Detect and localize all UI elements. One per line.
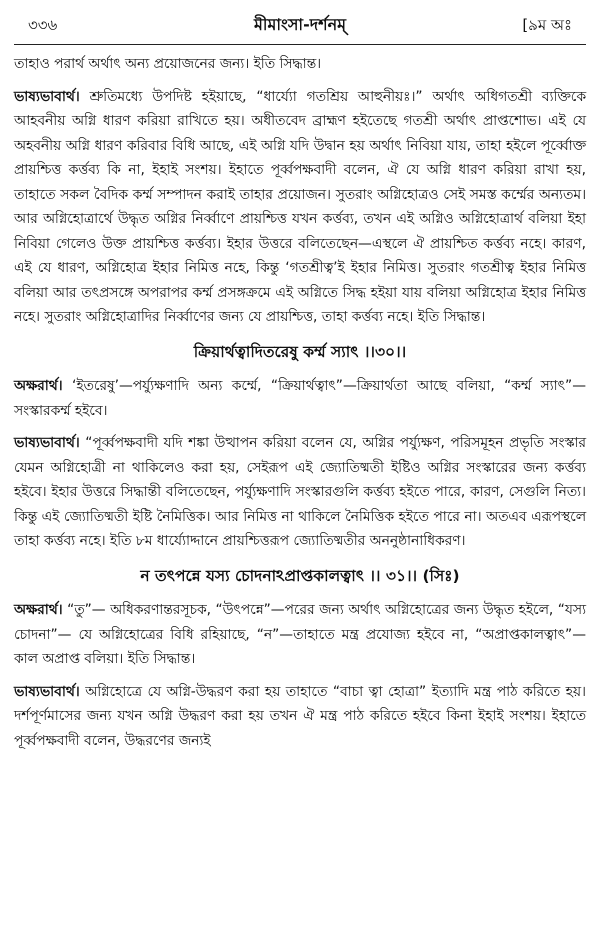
paragraph	[14, 680, 586, 754]
sutra-heading: ন তৎপন্নে যস্য চোদনাঽপ্রাপ্তকালত্বাৎ ।। ৩১।। (সিঃ)	[140, 566, 460, 585]
paragraph-text: ‘ইতরেষু’—পর্য্যুক্ষণাদি অন্য কর্ম্মে, “ক্রিয়ার্থত্বাৎ”—ক্রিয়ার্থতা আছে বলিয়া, “কর্ম্ম স্যাৎ”—সংস্কারকর্ম্ম হইবে।	[14, 378, 586, 419]
paragraph-text: “পূর্ব্বপক্ষবাদী যদি শঙ্কা উত্থাপন করিয়া বলেন যে, অগ্নির পর্য্যুক্ষণ, পরিসমূহন প্রভৃতি সংস্কার যেমন অগ্নিহোত্রী না থাকিলেও করা হয়, সেইরূপ এই জ্যোতিষ্মতী ইষ্টিও অগ্নির সংস্কারের জন্য কর্ত্তব্য হইবে। ইহার উত্তরে সিদ্ধান্তী বলিতেছেন, পর্য্যুক্ষণাদি সংস্কারগুলি কর্ত্তব্য হইতে পারে, কারণ, সেগুলি নিত্য। কিন্তু এই জ্যোতিষ্মতী ইষ্টি নৈমিত্তিক। আর নিমিত্ত না থাকিলে নৈমিত্তিক হইতে পারে না। অতএব এরূপস্থলে তাহা কর্ত্তব্য নহে। ইতি ৮ম ধার্য্যোদ্দানে প্রায়শ্চিত্তরূপ জ্যোতিষ্মতীর অননুষ্ঠানাধিকরণ।	[14, 435, 586, 549]
paragraph-text: “তু”— অধিকরণান্তরসূচক, “উৎপন্নে”—পরের জন্য অর্থাৎ অগ্নিহোত্রের জন্য উদ্ধৃত হইলে, “যস্য চোদনা”— যে অগ্নিহোত্রের বিধি রহিয়াছে, “ন”—তাহাতে মন্ত্র প্রযোজ্য হইবে না, “অপ্রাপ্তকালত্বাৎ”— কাল অপ্রাপ্ত বলিয়া। ইতি সিদ্ধান্ত।	[14, 602, 586, 667]
section-label: অক্ষরার্থ।	[14, 378, 63, 394]
page-header	[12, 0, 588, 46]
paragraph	[14, 374, 586, 423]
running-title: মীমাংসা-দর্শনম্	[253, 15, 347, 34]
chapter-label: [৯ম অঃ	[522, 16, 572, 34]
section-label: অক্ষরার্থ।	[14, 602, 63, 618]
paragraph	[14, 52, 586, 77]
body-text	[14, 52, 586, 761]
paragraph	[14, 598, 586, 672]
sutra-heading: ক্রিয়ার্থত্বাদিতরেষু কর্ম্ম স্যাৎ ।।৩০।।	[193, 342, 407, 361]
section-label: ভাষ্যভাবার্থ।	[14, 88, 80, 105]
section-label: ভাষ্যভাবার্থ।	[14, 435, 80, 451]
paragraph	[14, 85, 586, 330]
header-rule	[14, 44, 586, 45]
paragraph-text: তাহাও পরার্থ অর্থাৎ অন্য প্রয়োজনের জন্য। ইতি সিদ্ধান্ত।	[14, 56, 322, 72]
paragraph-text: শ্রুতিমধ্যে উপদিষ্ট হইয়াছে, “ধার্য্যো গতশ্রিয় আহুনীয়ঃ।” অর্থাৎ অধিগতশ্রী ব্যক্তিকে আহবনীয় অগ্নি ধারণ করিয়া রাখিতে হয়। অধীতবেদ ব্রাহ্মণ হইতেছে গতশ্রী অর্থাৎ প্রাপ্তশোভ। এই যে অহবনীয় অগ্নি ধারণ করিবার বিধি আছে, এই অগ্নি যদি উদ্বান হয় অর্থাৎ নিবিয়া যায়, তাহা হইলে পূর্ব্বোক্ত প্রায়শ্চিত্ত কর্ত্তব্য কি না, ইহাই সংশয়। ইহাতে পূর্ব্বপক্ষবাদী বলেন, ঐ যে অগ্নি ধারণ করিয়া রাখা হয়, তাহাতে সকল বৈদিক কর্ম্ম সম্পাদন করাই তাহার প্রয়োজন। সুতরাং অগ্নিহোত্রও সেই সমস্ত কর্ম্মের অন্যতম। আর অগ্নিহোত্রার্থে উদ্ধৃত অগ্নির নির্ব্বাণে প্রায়শ্চিত্ত যখন কর্ত্তব্য, তখন এই অগ্নিও অগ্নিহোত্রার্থ বলিয়া ইহা নিবিয়া গেলেও উক্ত প্রায়শ্চিত্ত কর্ত্তব্য। ইহার উত্তরে বলিতেছেন—এস্থলে ঐ প্রায়শ্চিত কর্ত্তব্য নহে। কারণ, এই যে ধারণ, অগ্নিহোত্র ইহার নিমিত্ত নহে, কিন্তু ‘গতশ্রীত্ব’ই ইহার নিমিত্ত। সুতরাং গতশ্রীত্ব ইহার নিমিত্ত বলিয়া আর তৎপ্রসঙ্গে অপরাপর কর্ম্ম প্রসঙ্গক্রমে এই অগ্নিতে সিদ্ধ হইয়া যায় বলিয়া অগ্নিহোত্র ইহার নিমিত্ত নহে। সুতরাং অগ্নিহোত্রাদির নির্ব্বাণের জন্য যে প্রায়শ্চিত্ত, তাহা কর্ত্তব্য নহে। ইতি সিদ্ধান্ত।	[14, 88, 586, 325]
paragraph-text: অগ্নিহোত্রে যে অগ্নি-উদ্ধরণ করা হয় তাহাতে “বাচা ত্বা হোত্রা” ইত্যাদি মন্ত্র পাঠ করিতে হয়। দর্শপূর্ণমাসের জন্য যখন অগ্নি উদ্ধরণ করা হয় তখন ঐ মন্ত্র পাঠ করিতে হইবে কিনা ইহাই সংশয়। ইহাতে পূর্ব্বপক্ষবাদী বলেন, উদ্ধরণের জন্যই	[14, 683, 586, 749]
section-label: ভাষ্যভাবার্থ।	[14, 683, 80, 700]
page-number: ৩৩৬	[28, 16, 58, 34]
paragraph	[14, 431, 586, 554]
